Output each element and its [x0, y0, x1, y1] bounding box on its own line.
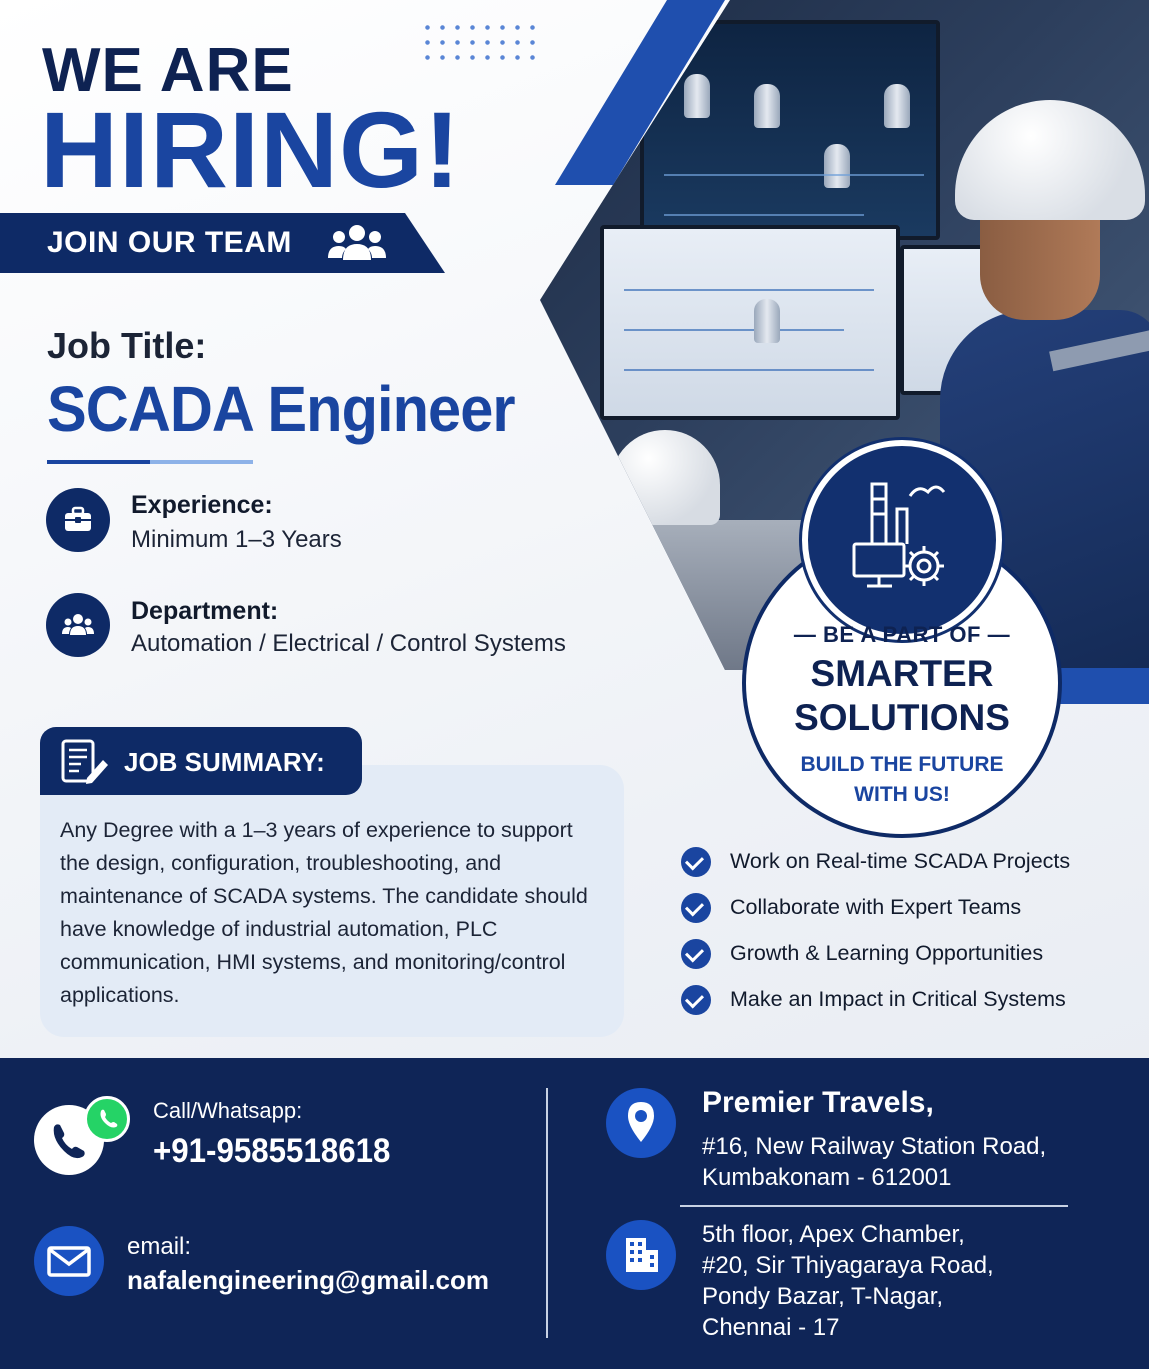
- badge-build-future: [742, 750, 1062, 810]
- title-underline: [47, 460, 253, 464]
- whatsapp-icon: [84, 1096, 130, 1142]
- phone-label: Call/Whatsapp:: [153, 1098, 303, 1123]
- scada-monitor-center: [600, 225, 900, 420]
- check-icon: [681, 893, 711, 923]
- document-edit-icon: [60, 738, 110, 786]
- experience-value: Minimum 1–3 Years: [131, 526, 342, 553]
- benefit-item: Work on Real-time SCADA Projects: [730, 849, 1071, 873]
- badge-smarter: SMARTER: [810, 653, 994, 694]
- headline-hiring: HIRING!: [40, 89, 461, 210]
- footer-divider: [546, 1088, 548, 1338]
- team-icon: [328, 222, 386, 262]
- badge-build-the-future: BUILD THE FUTURE: [800, 753, 1004, 776]
- check-icon: [681, 847, 711, 877]
- benefit-item: Make an Impact in Critical Systems: [730, 987, 1066, 1011]
- badge-smarter-solutions: [742, 652, 1062, 740]
- check-icon: [681, 985, 711, 1015]
- job-title-label: Job Title:: [47, 325, 207, 366]
- briefcase-icon: [46, 488, 110, 552]
- building-icon: [606, 1220, 676, 1290]
- location-pin-icon: [606, 1088, 676, 1158]
- department-icon: [46, 593, 110, 657]
- address-separator: [680, 1205, 1068, 1207]
- benefit-item: Growth & Learning Opportunities: [730, 941, 1044, 965]
- join-team-label: JOIN OUR TEAM: [47, 226, 292, 259]
- address-chennai: 5th floor, Apex Chamber, #20, Sir Thiyagaraya Road, Pondy Bazar, T-Nagar, Chennai - 17: [702, 1221, 994, 1341]
- headline-we-are: WE ARE: [42, 36, 294, 105]
- department-label: Department:: [131, 597, 279, 625]
- phone-number[interactable]: +91-9585518618: [153, 1132, 391, 1170]
- benefit-item: Collaborate with Expert Teams: [730, 895, 1022, 919]
- check-icon: [681, 939, 711, 969]
- badge-solutions: SOLUTIONS: [794, 697, 1010, 738]
- address-kumbakonam: #16, New Railway Station Road, Kumbakonam - 612001: [702, 1133, 1047, 1191]
- badge-be-a-part-of: — BE A PART OF —: [793, 622, 1011, 647]
- email-label: email:: [127, 1233, 192, 1260]
- job-summary-text: Any Degree with a 1–3 years of experience to support the design, configuration, troubleshooting, and maintenance of SCADA systems. The candidate should have knowledge of industrial automation, PLC communication, HMI systems, and monitoring/control applications.: [60, 818, 588, 1007]
- company-name: Premier Travels,: [702, 1086, 934, 1119]
- badge-with-us: WITH US!: [854, 783, 950, 806]
- job-summary-heading: JOB SUMMARY:: [124, 747, 325, 777]
- email-address[interactable]: nafalengineering@gmail.com: [127, 1265, 489, 1295]
- mail-icon: [34, 1226, 104, 1296]
- department-value: Automation / Electrical / Control Systems: [131, 630, 566, 657]
- experience-label: Experience:: [131, 491, 273, 519]
- dot-pattern: [420, 20, 540, 70]
- factory-gear-icon: [852, 474, 952, 594]
- hard-hat-on-desk: [610, 430, 720, 525]
- badge-icon-circle: [802, 440, 1002, 640]
- job-title: SCADA Engineer: [47, 373, 515, 445]
